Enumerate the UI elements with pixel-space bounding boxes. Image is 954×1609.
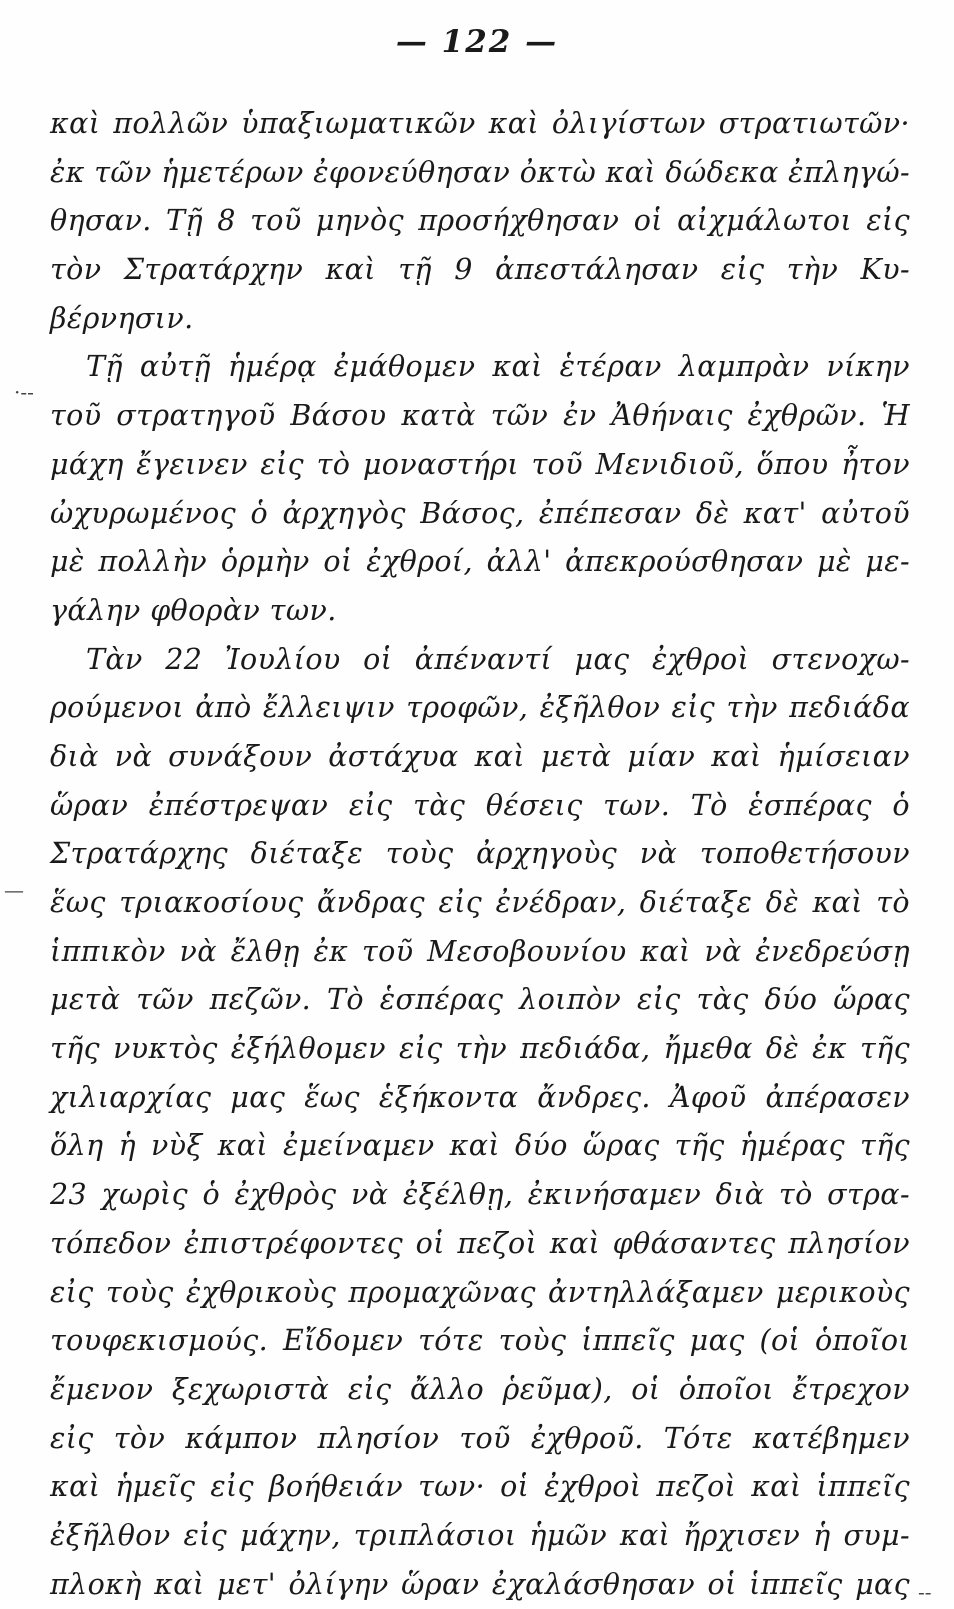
margin-mark: ·‑‑	[14, 380, 34, 404]
text-line: ἐξῆλθον εἰς μάχην, τριπλάσιοι ἡμῶν καὶ ἤρχισεν ἡ συμ-	[50, 1518, 910, 1552]
text-line: ἔμενον ξεχωριστὰ εἰς ἄλλο ῥεῦμα), οἱ ὁποῖοι ἔτρεχον	[50, 1372, 910, 1406]
text-line: ὠχυρωμένος ὁ ἀρχηγὸς Βάσος, ἐπέπεσαν δὲ κατ' αὐτοῦ	[50, 496, 910, 530]
page-number: — 122 —	[395, 24, 559, 60]
text-line: ἕως τριακοσίους ἄνδρας εἰς ἐνέδραν, διέταξε δὲ καὶ τὸ	[50, 886, 910, 919]
margin-mark: —	[4, 878, 24, 902]
text-line: ρούμενοι ἀπὸ ἔλλειψιν τροφῶν, ἐξῆλθον εἰς τὴν πεδιάδα	[50, 691, 910, 725]
text-line: καὶ πολλῶν ὑπαξιωματικῶν καὶ ὀλιγίστων στρατιωτῶν·	[50, 107, 910, 140]
text-line: μάχη ἔγεινεν εἰς τὸ μοναστήρι τοῦ Μενιδιοῦ, ὅπου ἦτον	[50, 447, 910, 481]
text-line: μὲ πολλὴν ὁρμὴν οἱ ἐχθροί, ἀλλ' ἀπεκρούσθησαν μὲ με-	[50, 545, 910, 579]
text-line: τόπεδον ἐπιστρέφοντες οἱ πεζοὶ καὶ φθάσαντες πλησίον	[50, 1226, 910, 1260]
text-line: τῆς νυκτὸς ἐξήλθομεν εἰς τὴν πεδιάδα, ἤμεθα δὲ ἐκ τῆς	[50, 1032, 910, 1066]
text-line: μετὰ τῶν πεζῶν. Τὸ ἑσπέρας λοιπὸν εἰς τὰς δύο ὥρας	[50, 983, 910, 1017]
text-line: εἰς τοὺς ἐχθρικοὺς προμαχῶνας ἀντηλλάξαμεν μερικοὺς	[50, 1275, 910, 1309]
text-line: τὸν Στρατάρχην καὶ τῇ 9 ἀπεστάλησαν εἰς τὴν Κυ-	[50, 253, 910, 287]
text-line: βέρνησιν.	[50, 301, 194, 335]
text-line: θησαν. Τῇ 8 τοῦ μηνὸς προσήχθησαν οἱ αἰχμάλωτοι εἰς	[50, 204, 910, 238]
text-line: 23 χωρὶς ὁ ἐχθρὸς νὰ ἐξέλθῃ, ἐκινήσαμεν διὰ τὸ στρα-	[50, 1178, 910, 1212]
body-text	[50, 100, 910, 1609]
text-line: χιλιαρχίας μας ἕως ἑξήκοντα ἄνδρες. Ἀφοῦ ἀπέρασεν	[50, 1080, 910, 1114]
text-line: τοῦ στρατηγοῦ Βάσου κατὰ τῶν ἐν Ἀθήναις ἐχθρῶν. Ἡ	[50, 399, 910, 433]
text-line: Τῇ αὐτῇ ἡμέρᾳ ἐμάθομεν καὶ ἑτέραν λαμπρὰν νίκην	[86, 350, 910, 384]
text-line: γάλην φθορὰν των.	[50, 593, 337, 627]
text-line: ἱππικὸν νὰ ἔλθῃ ἐκ τοῦ Μεσοβουνίου καὶ νὰ ἐνεδρεύσῃ	[50, 934, 910, 968]
text-line: πλοκὴ καὶ μετ' ὀλίγην ὥραν ἐχαλάσθησαν οἱ ἱππεῖς μας	[50, 1567, 910, 1601]
text-line: διὰ νὰ συνάξουν ἀστάχυα καὶ μετὰ μίαν καὶ ἡμίσειαν	[50, 739, 910, 773]
text-line: Τὰν 22 Ἰουλίου οἱ ἀπέναντί μας ἐχθροὶ στενοχω-	[86, 642, 910, 676]
margin-mark: --	[918, 1580, 932, 1604]
text-line: ὅλη ἡ νὺξ καὶ ἐμείναμεν καὶ δύο ὥρας τῆς ἡμέρας τῆς	[50, 1129, 910, 1163]
text-line: ὥραν ἐπέστρεψαν εἰς τὰς θέσεις των. Τὸ ἑσπέρας ὁ	[50, 788, 910, 822]
text-line: καὶ ἡμεῖς εἰς βοήθειάν των· οἱ ἐχθροὶ πεζοὶ καὶ ἱππεῖς	[50, 1470, 910, 1504]
text-line: εἰς τὸν κάμπον πλησίον τοῦ ἐχθροῦ. Τότε κατέβημεν	[50, 1421, 910, 1455]
text-line: τουφεκισμούς. Εἴδομεν τότε τοὺς ἱππεῖς μας (οἱ ὁποῖοι	[50, 1324, 910, 1358]
text-line: ἐκ τῶν ἡμετέρων ἐφονεύθησαν ὀκτὼ καὶ δώδεκα ἐπληγώ-	[50, 155, 910, 189]
text-line: Στρατάρχης διέταξε τοὺς ἀρχηγοὺς νὰ τοποθετήσουν	[50, 837, 910, 871]
